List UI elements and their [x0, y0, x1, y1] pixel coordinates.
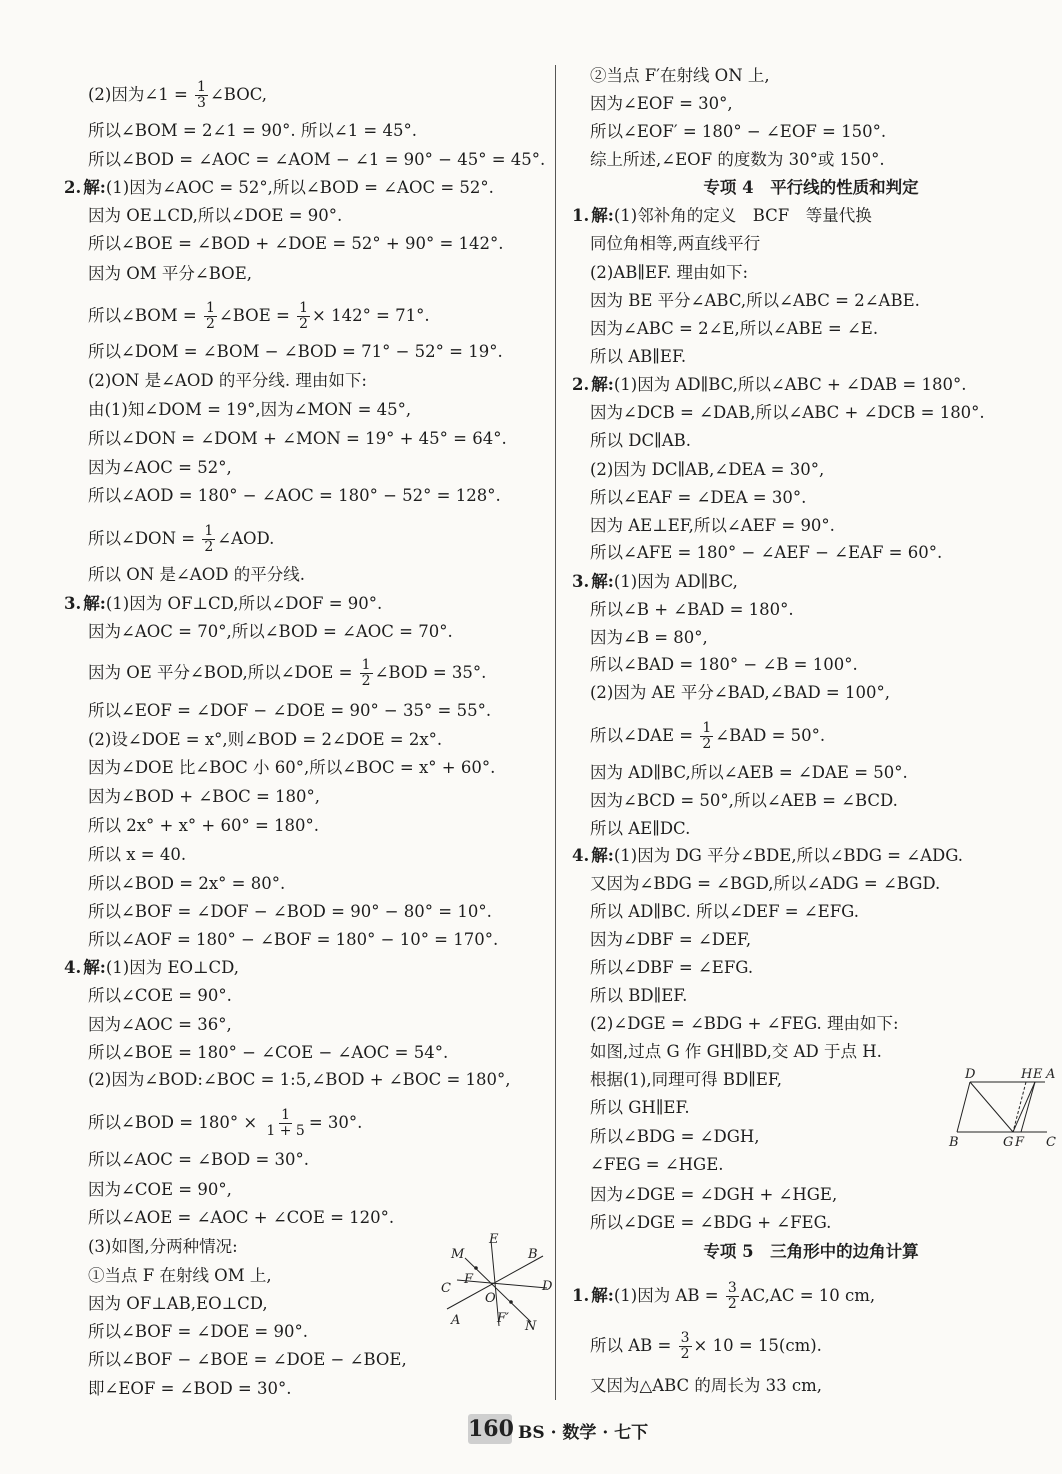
- right-line: [572, 1281, 875, 1312]
- fraction-denominator: 2: [299, 316, 308, 332]
- text-segment: 所以∠DON =: [88, 529, 201, 548]
- question-number: 3.: [64, 594, 82, 613]
- right-line: [590, 900, 859, 924]
- right-line: [590, 1331, 822, 1362]
- left-line: [88, 785, 320, 809]
- figure-parallel: [945, 1060, 1060, 1155]
- fig2-label-H: H: [1021, 1067, 1033, 1082]
- text-segment: × 10 = 15(cm).: [693, 1336, 822, 1355]
- text-segment: 所以∠EOF′ = 180° − ∠EOF = 150°.: [590, 122, 887, 141]
- fig2-label-F: F: [1015, 1135, 1025, 1150]
- text-segment: 所以 x = 40.: [88, 845, 187, 864]
- left-line: [88, 484, 501, 508]
- left-line: [88, 620, 453, 644]
- fraction-numerator: 3: [680, 1330, 690, 1346]
- text-segment: 所以 AB∥EF.: [590, 347, 687, 366]
- text-segment: 如图,过点 G 作 GH∥BD,交 AD 于点 H.: [590, 1042, 882, 1061]
- fraction: [204, 301, 217, 332]
- fraction: [360, 658, 373, 689]
- left-line: [88, 1148, 309, 1172]
- text-segment: (2)∠DGE = ∠BDG + ∠FEG. 理由如下:: [590, 1014, 899, 1033]
- right-line: [590, 761, 908, 785]
- text-segment: ①当点 F 在射线 OM 上,: [88, 1266, 272, 1285]
- left-line: [88, 232, 504, 256]
- fig1-label-N: N: [525, 1319, 537, 1333]
- text-segment: ∠BAD = 50°.: [715, 726, 826, 745]
- left-line: [88, 1377, 291, 1401]
- text-segment: 所以∠AFE = 180° − ∠AEF − ∠EAF = 60°.: [590, 543, 943, 562]
- text-segment: 所以∠AOE = ∠AOC + ∠COE = 120°.: [88, 1208, 395, 1227]
- text-segment: 由(1)知∠DOM = 19°,因为∠MON = 45°,: [88, 400, 412, 419]
- left-line: [88, 301, 430, 332]
- right-line: [572, 570, 738, 594]
- left-line: [88, 1041, 448, 1065]
- left-line: [88, 928, 498, 952]
- left-line: [88, 728, 442, 752]
- fig1-label-M: M: [451, 1247, 465, 1262]
- fraction-numerator: 1: [204, 523, 214, 539]
- fraction-numerator: 1: [197, 79, 206, 95]
- text-segment: 所以∠AOD = 180° − ∠AOC = 180° − 52° = 128°.: [88, 486, 501, 505]
- right-line: [590, 64, 770, 88]
- question-number: 1.: [572, 206, 590, 225]
- text-segment: 所以∠DAE =: [590, 726, 699, 745]
- text-segment: 根据(1),同理可得 BD∥EF,: [590, 1070, 783, 1089]
- text-segment: 因为∠BCD = 50°,所以∠AEB = ∠BCD.: [590, 791, 898, 810]
- left-line: [88, 872, 285, 896]
- text-segment: 因为∠AOC = 36°,: [88, 1015, 232, 1034]
- fig1-label-F-prime: F′: [497, 1311, 509, 1326]
- text-segment: 所以∠DGE = ∠BDG + ∠FEG.: [590, 1213, 832, 1232]
- text-segment: 因为 OF⊥AB,EO⊥CD,: [88, 1294, 268, 1313]
- text-segment: 所以∠EOF = ∠DOF − ∠DOE = 90° − 35° = 55°.: [88, 701, 492, 720]
- fig1-label-D: D: [542, 1279, 553, 1294]
- right-line: [590, 872, 940, 896]
- left-line: [88, 756, 495, 780]
- text-segment: 所以 2x° + x° + 60° = 180°.: [88, 816, 320, 835]
- text-segment: 因为 AD∥BC,所以∠AEB = ∠DAE = 50°.: [590, 763, 908, 782]
- right-line: [590, 1040, 882, 1064]
- fraction: [726, 1281, 739, 1312]
- right-line: [560, 1240, 1062, 1264]
- fraction-denominator: 2: [702, 736, 712, 752]
- text-segment: 因为 BE 平分∠ABC,所以∠ABC = 2∠ABE.: [590, 291, 920, 310]
- text-segment: 所以 AB =: [590, 1336, 677, 1355]
- text-segment: 因为∠DBF = ∠DEF,: [590, 930, 752, 949]
- left-line: [88, 427, 507, 451]
- text-segment: (1)邻补角的定义 BCF 等量代换: [613, 206, 872, 225]
- left-line: [64, 956, 239, 980]
- fraction-numerator: 1: [702, 720, 712, 736]
- text-segment: ∠BOE =: [218, 306, 296, 325]
- answer-label: 解:: [83, 178, 106, 197]
- text-segment: 同位角相等,两直线平行: [590, 234, 761, 253]
- right-line: [590, 541, 942, 565]
- right-line: [590, 928, 751, 952]
- left-line: [64, 592, 382, 616]
- text-segment: 所以∠BOF = ∠DOE = 90°.: [88, 1322, 308, 1341]
- text-segment: 所以∠BOM = 2∠1 = 90°. 所以∠1 = 45°.: [88, 121, 417, 140]
- text-segment: × 142° = 71°.: [312, 306, 430, 325]
- fig2-label-E: E: [1033, 1067, 1043, 1082]
- fig2-label-A: A: [1046, 1067, 1056, 1082]
- text-segment: 所以∠AOC = ∠BOD = 30°.: [88, 1150, 310, 1169]
- answer-label: 解:: [591, 846, 614, 865]
- fig1-label-O: O: [485, 1291, 496, 1306]
- right-line: [590, 429, 691, 453]
- right-line: [590, 148, 885, 172]
- text-segment: 因为∠DOE 比∠BOC 小 60°,所以∠BOC = x° + 60°.: [88, 758, 496, 777]
- text-segment: 所以∠BOD = 2x° = 80°.: [88, 874, 286, 893]
- right-line: [590, 598, 794, 622]
- left-line: [88, 262, 252, 286]
- text-segment: 所以∠COE = 90°.: [88, 986, 232, 1005]
- left-line: [88, 984, 232, 1008]
- text-segment: 所以∠BAD = 180° − ∠B = 100°.: [590, 655, 858, 674]
- text-segment: 因为∠EOF = 30°,: [590, 94, 733, 113]
- section-heading: 专项 5 三角形中的边角计算: [703, 1242, 919, 1261]
- text-segment: 又因为△ABC 的周长为 33 cm,: [590, 1376, 823, 1395]
- left-line: [64, 176, 494, 200]
- text-segment: ∠AOD.: [217, 529, 275, 548]
- right-line: [590, 486, 806, 510]
- question-number: 3.: [572, 572, 590, 591]
- text-segment: (2)因为∠1 =: [88, 85, 194, 104]
- text-segment: 所以∠DBF = ∠EFG.: [590, 958, 754, 977]
- fraction-denominator: 2: [680, 1346, 690, 1362]
- fraction-numerator: 1: [299, 300, 308, 316]
- right-line: [590, 261, 748, 285]
- text-segment: 因为∠BOD + ∠BOC = 180°,: [88, 787, 321, 806]
- left-line: [88, 80, 267, 111]
- text-segment: (2)因为 AE 平分∠BAD,∠BAD = 100°,: [590, 683, 890, 702]
- left-line: [88, 1068, 511, 1092]
- fig1-label-F: F: [464, 1272, 474, 1287]
- left-line: [88, 843, 186, 867]
- text-segment: (2)设∠DOE = x°,则∠BOD = 2∠DOE = 2x°.: [88, 730, 443, 749]
- answer-label: 解:: [591, 1286, 614, 1305]
- left-line: [88, 699, 491, 723]
- page-number: 160: [468, 1416, 514, 1442]
- fig2-label-C: C: [1046, 1135, 1056, 1150]
- text-segment: 所以∠EAF = ∠DEA = 30°.: [590, 488, 807, 507]
- fraction: [679, 1331, 692, 1362]
- right-line: [590, 626, 708, 650]
- text-segment: 因为 OM 平分∠BOE,: [88, 264, 252, 283]
- text-segment: 所以 ON 是∠AOD 的平分线.: [88, 565, 305, 584]
- text-segment: 所以 DC∥AB.: [590, 431, 692, 450]
- fraction: [202, 524, 215, 555]
- left-line: [88, 398, 411, 422]
- text-segment: 因为∠DCB = ∠DAB,所以∠ABC + ∠DCB = 180°.: [590, 403, 985, 422]
- section-heading: 专项 4 平行线的性质和判定: [703, 178, 919, 197]
- answer-label: 解:: [591, 206, 614, 225]
- text-segment: 所以∠BOF = ∠DOF − ∠BOD = 90° − 80° = 10°.: [88, 902, 492, 921]
- text-segment: (1)因为∠AOC = 52°,所以∠BOD = ∠AOC = 52°.: [105, 178, 494, 197]
- fraction-numerator: 1: [206, 300, 215, 316]
- answer-label: 解:: [591, 375, 614, 394]
- left-line: [88, 1320, 308, 1344]
- text-segment: (2)AB∥EF. 理由如下:: [590, 263, 749, 282]
- right-line: [590, 92, 733, 116]
- text-segment: 因为∠ABC = 2∠E,所以∠ABE = ∠E.: [590, 319, 879, 338]
- left-line: [88, 369, 367, 393]
- fig2-label-D: D: [965, 1067, 976, 1082]
- fraction-denominator: 3: [197, 95, 206, 111]
- right-line: [590, 1068, 782, 1092]
- answer-label: 解:: [83, 594, 106, 613]
- fraction-denominator: 2: [727, 1296, 737, 1312]
- text-segment: (1)因为 AD∥BC,所以∠ABC + ∠DAB = 180°.: [613, 375, 967, 394]
- question-number: 2.: [64, 178, 82, 197]
- right-line: [590, 1183, 837, 1207]
- right-line: [590, 317, 878, 341]
- right-line: [572, 373, 966, 397]
- text-segment: 所以∠B + ∠BAD = 180°.: [590, 600, 794, 619]
- text-segment: (3)如图,分两种情况:: [88, 1237, 238, 1256]
- left-line: [88, 1178, 232, 1202]
- right-line: [590, 1153, 724, 1177]
- fraction-denominator: 2: [204, 539, 214, 555]
- left-line: [88, 456, 232, 480]
- text-segment: 因为 OE 平分∠BOD,所以∠DOE =: [88, 663, 358, 682]
- fig2-label-G: G: [1003, 1135, 1014, 1150]
- fig1-label-C: C: [441, 1281, 451, 1296]
- left-line: [88, 524, 274, 555]
- left-line: [88, 814, 319, 838]
- text-segment: (1)因为 OF⊥CD,所以∠DOF = 90°.: [105, 594, 383, 613]
- text-segment: 综上所述,∠EOF 的度数为 30°或 150°.: [590, 150, 885, 169]
- column-divider: [555, 65, 556, 1400]
- fig2-label-B: B: [949, 1135, 959, 1150]
- right-line: [590, 1012, 899, 1036]
- left-line: [88, 204, 342, 228]
- left-line: [88, 1013, 232, 1037]
- right-line: [590, 345, 686, 369]
- fig1-label-E: E: [489, 1232, 499, 1247]
- text-segment: = 30°.: [308, 1113, 363, 1132]
- fraction-denominator: 1 + 5: [266, 1123, 305, 1139]
- text-segment: 所以 AE∥DC.: [590, 819, 691, 838]
- text-segment: 即∠EOF = ∠BOD = 30°.: [88, 1379, 292, 1398]
- right-line: [590, 956, 753, 980]
- text-segment: 所以∠BOM =: [88, 306, 202, 325]
- right-line: [590, 681, 890, 705]
- text-segment: 所以∠BOE = 180° − ∠COE − ∠AOC = 54°.: [88, 1043, 449, 1062]
- text-segment: 所以∠DON = ∠DOM + ∠MON = 19° + 45° = 64°.: [88, 429, 507, 448]
- text-segment: 因为∠COE = 90°,: [88, 1180, 232, 1199]
- question-number: 2.: [572, 375, 590, 394]
- fraction-numerator: 3: [727, 1280, 737, 1296]
- right-line: [590, 1096, 690, 1120]
- left-line: [88, 1292, 268, 1316]
- figure-angles: [435, 1228, 565, 1333]
- text-segment: ∠FEG = ∠HGE.: [590, 1155, 724, 1174]
- fraction: [297, 301, 310, 332]
- text-segment: 又因为∠BDG = ∠BGD,所以∠ADG = ∠BGD.: [590, 874, 941, 893]
- right-line: [560, 176, 1062, 200]
- left-line: [88, 658, 486, 689]
- fraction-numerator: 1: [361, 657, 371, 673]
- left-line: [88, 1235, 238, 1259]
- fig1-label-A: A: [451, 1313, 461, 1328]
- left-line: [88, 1348, 407, 1372]
- text-segment: 因为∠DGE = ∠DGH + ∠HGE,: [590, 1185, 838, 1204]
- fraction-denominator: 2: [361, 673, 371, 689]
- right-line: [590, 458, 824, 482]
- right-line: [590, 1374, 822, 1398]
- text-segment: 因为 OE⊥CD,所以∠DOE = 90°.: [88, 206, 343, 225]
- text-segment: ∠BOD = 35°.: [374, 663, 487, 682]
- question-number: 1.: [572, 1286, 590, 1305]
- text-segment: 所以∠BOF − ∠BOE = ∠DOE − ∠BOE,: [88, 1350, 407, 1369]
- fig1-label-B: B: [528, 1247, 538, 1262]
- fraction: [700, 721, 713, 752]
- text-segment: 因为∠AOC = 52°,: [88, 458, 232, 477]
- text-segment: (1)因为 AB =: [613, 1286, 724, 1305]
- right-line: [590, 232, 760, 256]
- text-segment: AC,AC = 10 cm,: [740, 1286, 876, 1305]
- text-segment: 所以∠BOE = ∠BOD + ∠DOE = 52° + 90° = 142°.: [88, 234, 504, 253]
- footer-book-label: BS · 数学 · 七下: [518, 1423, 649, 1443]
- right-line: [590, 289, 920, 313]
- right-line: [590, 1211, 831, 1235]
- right-line: [590, 817, 690, 841]
- fraction: [264, 1108, 306, 1139]
- right-line: [590, 721, 825, 752]
- right-line: [590, 984, 687, 1008]
- left-line: [88, 1108, 362, 1139]
- text-segment: ∠BOC,: [209, 85, 268, 104]
- fraction-denominator: 2: [206, 316, 215, 332]
- question-number: 4.: [572, 846, 590, 865]
- text-segment: 因为∠AOC = 70°,所以∠BOD = ∠AOC = 70°.: [88, 622, 453, 641]
- right-line: [590, 653, 858, 677]
- fraction-numerator: 1: [281, 1107, 291, 1123]
- right-line: [590, 789, 898, 813]
- text-segment: 所以 BD∥EF.: [590, 986, 688, 1005]
- text-segment: 所以∠AOF = 180° − ∠BOF = 180° − 10° = 170°.: [88, 930, 499, 949]
- left-line: [88, 563, 305, 587]
- text-segment: 所以 GH∥EF.: [590, 1098, 690, 1117]
- text-segment: 因为 AE⊥EF,所以∠AEF = 90°.: [590, 516, 835, 535]
- text-segment: (2)ON 是∠AOD 的平分线. 理由如下:: [88, 371, 367, 390]
- right-line: [590, 514, 835, 538]
- left-line: [88, 148, 545, 172]
- left-line: [88, 1206, 394, 1230]
- text-segment: 所以∠BOD = 180° ×: [88, 1113, 263, 1132]
- left-line: [88, 340, 503, 364]
- answer-label: 解:: [83, 958, 106, 977]
- answer-label: 解:: [591, 572, 614, 591]
- right-line: [590, 1125, 760, 1149]
- page-footer: [0, 1412, 1062, 1452]
- right-line: [590, 401, 985, 425]
- text-segment: (1)因为 DG 平分∠BDE,所以∠BDG = ∠ADG.: [613, 846, 964, 865]
- right-line: [590, 120, 886, 144]
- text-segment: 因为∠B = 80°,: [590, 628, 708, 647]
- text-segment: (1)因为 EO⊥CD,: [105, 958, 240, 977]
- text-segment: (2)因为∠BOD:∠BOC = 1:5,∠BOD + ∠BOC = 180°,: [88, 1070, 511, 1089]
- question-number: 4.: [64, 958, 82, 977]
- left-line: [88, 119, 417, 143]
- left-line: [88, 1264, 272, 1288]
- right-line: [572, 844, 963, 868]
- right-line: [572, 204, 872, 228]
- text-segment: ②当点 F′在射线 ON 上,: [590, 66, 770, 85]
- text-segment: (2)因为 DC∥AB,∠DEA = 30°,: [590, 460, 825, 479]
- text-segment: 所以∠BOD = ∠AOC = ∠AOM − ∠1 = 90° − 45° = 45°.: [88, 150, 546, 169]
- text-segment: 所以∠DOM = ∠BOM − ∠BOD = 71° − 52° = 19°.: [88, 342, 503, 361]
- left-line: [88, 900, 492, 924]
- text-segment: (1)因为 AD∥BC,: [613, 572, 738, 591]
- fraction: [195, 80, 208, 111]
- text-segment: 所以∠BDG = ∠DGH,: [590, 1127, 760, 1146]
- text-segment: 所以 AD∥BC. 所以∠DEF = ∠EFG.: [590, 902, 859, 921]
